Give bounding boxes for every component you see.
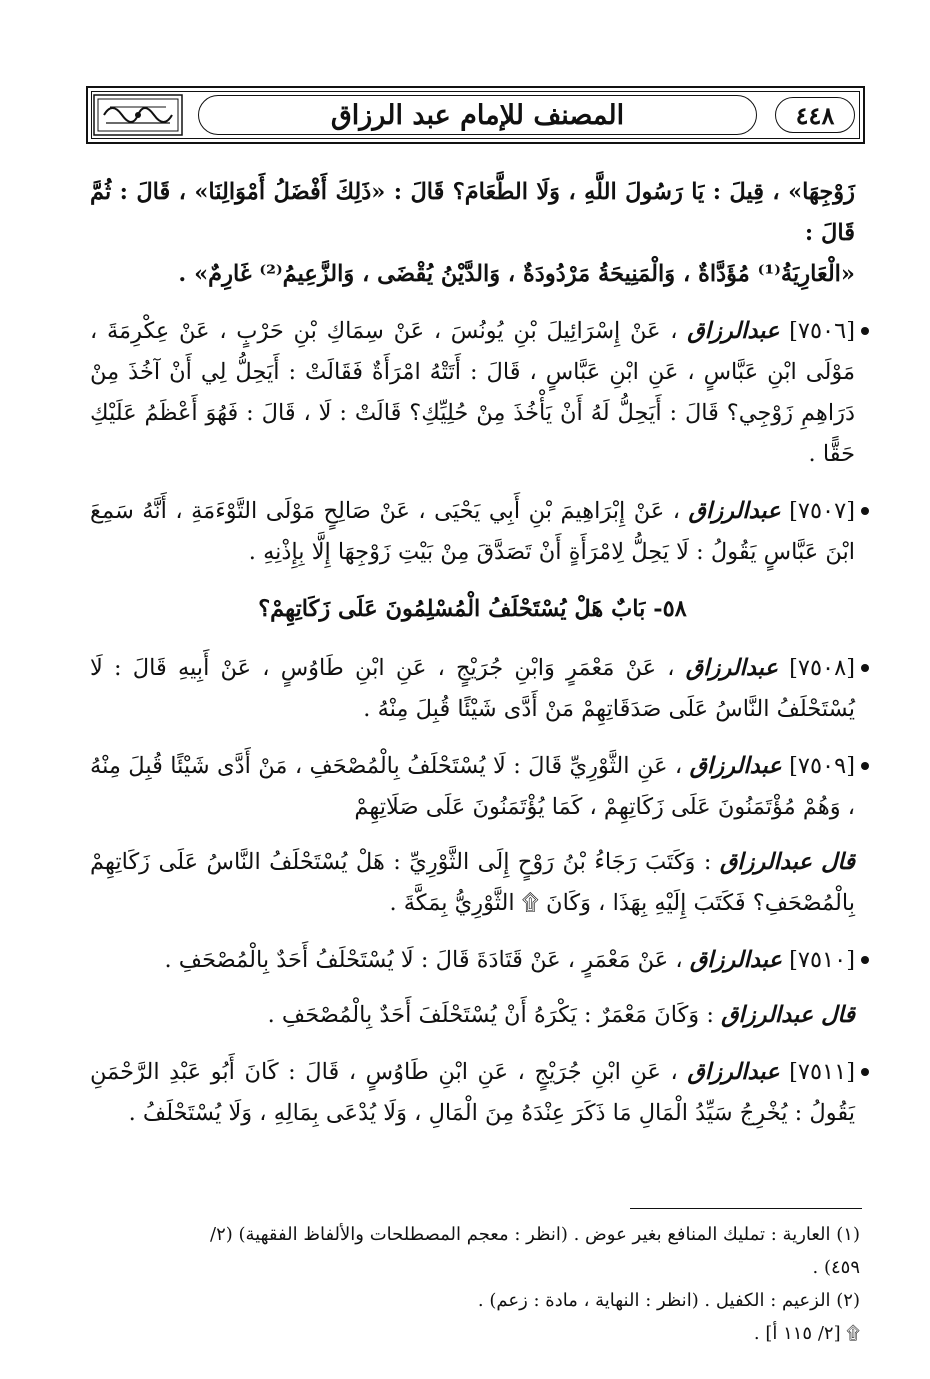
footnote-3: ۩ [٢/ ١١٥ أ] . [753, 1323, 860, 1344]
author-name: عبدالرزاق [685, 655, 778, 681]
hadith-number: [٧٥١١] [789, 1059, 855, 1085]
bullet-icon [861, 1068, 869, 1076]
note-text: : وَكَتَبَ رَجَاءُ بْنُ رَوْحٍ إِلَى الثَّوْرِيِّ : هَلْ يُسْتَحْلَفُ النَّاسُ عَلَى زَكَاتِهِمْ بِالْمُصْحَفِ؟ فَكَتَبَ إِلَيْهِ بِهَذَا ، وَكَانَ ۩ الثَّوْرِيُّ بِمَكَّةَ . [90, 849, 855, 916]
page-header [86, 86, 865, 144]
hadith-text: ، عَنِ ابْنِ جُرَيْجٍ ، عَنِ ابْنِ طَاوُسٍ ، قَالَ : كَانَ أَبُو عَبْدِ الرَّحْمَنِ يَقُولُ : يُخْرِجُ سَيِّدُ الْمَالِ مَا ذَكَرَ عِنْدَهُ مِنَ الْمَالِ ، وَلَا يُدْعَى بِمَالِهِ ، وَلَا يُسْتَحْلَفُ . [90, 1059, 855, 1126]
note-7509 [90, 842, 855, 924]
bullet-icon [861, 762, 869, 770]
hadith-text: ، عَنْ مَعْمَرٍ ، عَنْ قَتَادَةَ قَالَ : لَا يُسْتَحْلَفُ أَحَدٌ بِالْمُصْحَفِ . [164, 947, 683, 973]
note-7510 [90, 995, 855, 1036]
footnote-1: (١) العارية : تمليك المنافع بغير عوض . (انظر : معجم المصطلحات والألفاظ الفقهية) (٢/ ٤٥٩) . [210, 1224, 860, 1278]
bullet-icon [861, 956, 869, 964]
hadith-text: ، عَنِ الثَّوْرِيِّ قَالَ : لَا يُسْتَحْلَفُ بِالْمُصْحَفِ ، مَنْ أَدَّى شَيْئًا قُبِلَ مِنْهُ ، وَهُمْ مُؤْتَمَنُونَ عَلَى زَكَاتِهِمْ ، كَمَا يُؤْتَمَنُونَ عَلَى صَلَاتِهِمْ [90, 753, 855, 820]
footnote-2: (٢) الزعيم : الكفيل . (انظر : النهاية ، مادة : زعم) . [477, 1290, 860, 1311]
note-lead: قال عبدالرزاق [719, 849, 855, 875]
intro-line-1: زَوْجِهَا» ، قِيلَ : يَا رَسُولَ اللَّهِ ، وَلَا الطَّعَامَ؟ قَالَ : «ذَلِكَ أَفْضَلُ أَمْوَالِنَا» ، قَالَ : ثُمَّ قَالَ : [90, 179, 855, 246]
hadith-number: [٧٥٠٨] [789, 655, 856, 681]
page-number-box [767, 88, 863, 142]
author-name: عبدالرزاق [689, 947, 782, 973]
author-name: عبدالرزاق [689, 753, 782, 779]
note-text: : وَكَانَ مَعْمَرٌ : يَكْرَهُ أَنْ يُسْتَحْلَفَ أَحَدٌ بِالْمُصْحَفِ . [267, 1002, 714, 1028]
book-emblem-icon [88, 88, 188, 142]
running-title: المصنف للإمام عبد الرزاق [330, 99, 625, 131]
page-number: ٤٤٨ [795, 100, 835, 130]
hadith-7509 [90, 746, 855, 828]
hadith-7510 [90, 940, 855, 981]
chapter-heading: ٥٨- بَابٌ هَلْ يُسْتَحْلَفُ الْمُسْلِمُونَ عَلَى زَكَاتِهِمْ؟ [258, 596, 687, 622]
note-lead: قال عبدالرزاق [721, 1002, 855, 1028]
hadith-7511 [90, 1052, 855, 1134]
intro-paragraph [90, 172, 855, 295]
hadith-text: ، عَنْ إِسْرَائِيلَ بْنِ يُونُسَ ، عَنْ سِمَاكِ بْنِ حَرْبٍ ، عَنْ عِكْرِمَةَ ، مَوْلَى ابْنِ عَبَّاسٍ ، عَنِ ابْنِ عَبَّاسٍ ، قَالَ : أَتَتْهُ امْرَأَةٌ فَقَالَتْ : أَيَحِلُّ لِي أَنْ آخُذَ مِنْ دَرَاهِمِ زَوْجِي؟ قَالَ : أَيَحِلُّ لَهُ أَنْ يَأْخُذَ مِنْ حُلِيِّكِ؟ قَالَتْ : لَا ، قَالَ : فَهُوَ أَعْظَمُ عَلَيْكِ حَقًّا . [90, 318, 855, 467]
bullet-icon [861, 327, 869, 335]
hadith-7508 [90, 648, 855, 730]
author-name: عبدالرزاق [687, 318, 780, 344]
footnote-divider [630, 1208, 862, 1209]
hadith-number: [٧٥٠٧] [789, 498, 855, 524]
hadith-7506 [90, 311, 855, 475]
running-title-band [188, 88, 767, 142]
hadith-number: [٧٥٠٩] [789, 753, 855, 779]
hadith-number: [٧٥١٠] [789, 947, 855, 973]
hadith-number: [٧٥٠٦] [789, 318, 856, 344]
hadith-text: ، عَنْ إِبْرَاهِيمَ بْنِ أَبِي يَحْيَى ، عَنْ صَالِحٍ مَوْلَى التَّوْءَمَةِ ، أَنَّهُ سَمِعَ ابْنَ عَبَّاسٍ يَقُولُ : لَا يَحِلُّ لِامْرَأَةٍ أَنْ تَصَدَّقَ مِنْ بَيْتِ زَوْجِهَا إِلَّا بِإِذْنِهِ . [90, 498, 855, 565]
hadith-text: ، عَنْ مَعْمَرٍ وَابْنِ جُرَيْجٍ ، عَنِ ابْنِ طَاوُسٍ ، عَنْ أَبِيهِ قَالَ : لَا يُسْتَحْلَفُ النَّاسُ عَلَى صَدَقَاتِهِمْ مَنْ أَدَّى شَيْئًا قُبِلَ مِنْهُ . [90, 655, 855, 722]
footnotes [200, 1218, 860, 1350]
author-name: عبدالرزاق [687, 1059, 780, 1085]
intro-line-2: «الْعَارِيَةُ⁽¹⁾ مُؤَدَّاةٌ ، وَالْمَنِيحَةُ مَرْدُودَةٌ ، وَالدَّيْنُ يُقْضَى ، وَالزَّعِيمُ⁽²⁾ غَارِمٌ» . [178, 261, 855, 287]
bullet-icon [861, 664, 869, 672]
author-name: عبدالرزاق [688, 498, 781, 524]
bullet-icon [861, 507, 869, 515]
main-text [90, 172, 855, 1134]
hadith-7507 [90, 491, 855, 573]
